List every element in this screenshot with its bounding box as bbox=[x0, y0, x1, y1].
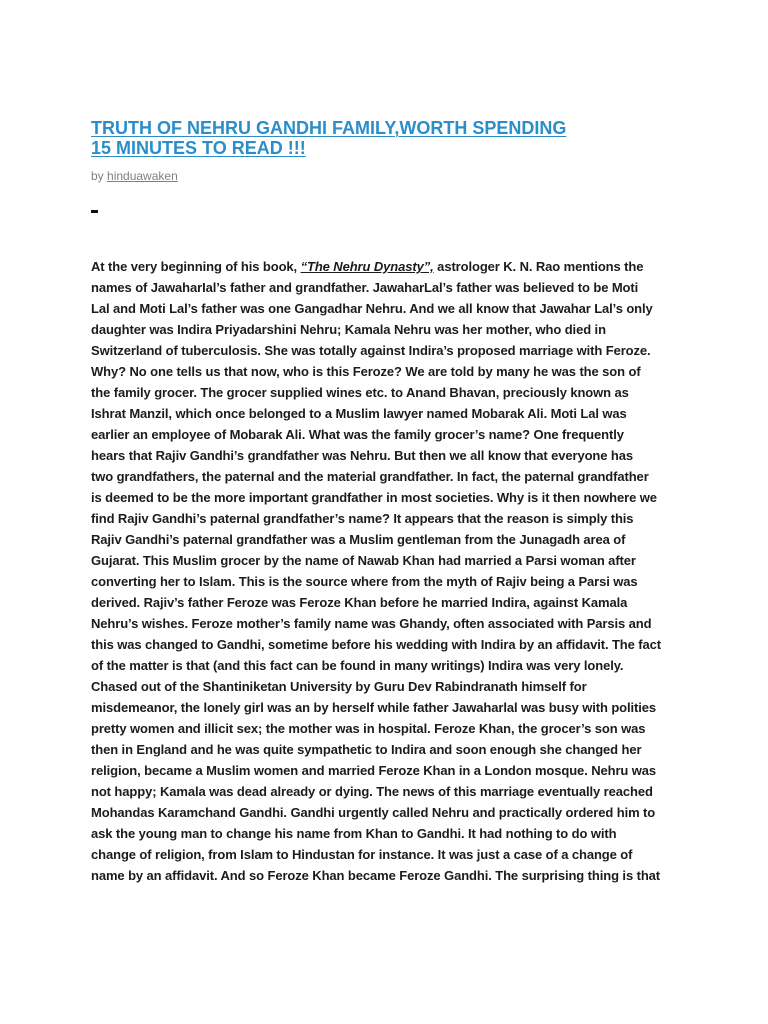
author-link[interactable]: hinduawaken bbox=[107, 169, 178, 183]
body-line: ask the young man to change his name from Khan to Gandhi. It had nothing to do with bbox=[91, 826, 617, 841]
body-line: this was changed to Gandhi, sometime before his wedding with Indira by an affidavit. The fact bbox=[91, 637, 662, 652]
body-line: earlier an employee of Mobarak Ali. What was the family grocer’s name? One frequently bbox=[91, 427, 624, 442]
body-line: the family grocer. The grocer supplied wines etc. to Anand Bhavan, preciously known as bbox=[91, 385, 629, 400]
article-title[interactable] bbox=[91, 118, 651, 158]
body-line: Rajiv Gandhi’s paternal grandfather was a Muslim gentleman from the Junagadh area of bbox=[91, 532, 626, 547]
body-line: Why? No one tells us that now, who is this Feroze? We are told by many he was the son of bbox=[91, 364, 641, 379]
body-line: Gujarat. This Muslim grocer by the name of Nawab Khan had married a Parsi woman after bbox=[91, 553, 636, 568]
body-line: not happy; Kamala was dead already or dying. The news of this marriage eventually reached bbox=[91, 784, 653, 799]
body-line: then in England and he was quite sympathetic to Indira and soon enough she changed her bbox=[91, 742, 642, 757]
intro-before: At the very beginning of his book, bbox=[91, 259, 301, 274]
body-line: name by an affidavit. And so Feroze Khan became Feroze Gandhi. The surprising thing is that bbox=[91, 868, 661, 883]
body-line: misdemeanor, the lonely girl was an by herself while father Jawaharlal was busy with polities bbox=[91, 700, 657, 715]
body-line: religion, became a Muslim women and married Feroze Khan in a London mosque. Nehru was bbox=[91, 763, 657, 778]
body-line: find Rajiv Gandhi’s paternal grandfather’s name? It appears that the reason is simply this bbox=[91, 511, 634, 526]
body-line: Lal and Moti Lal’s father was one Gangadhar Nehru. And we all know that Jawahar Lal’s only bbox=[91, 301, 653, 316]
body-line: is deemed to be the more important grandfather in most societies. Why is it then nowhere we bbox=[91, 490, 657, 505]
body-line: Chased out of the Shantiniketan University by Guru Dev Rabindranath himself for bbox=[91, 679, 587, 694]
body-line: of the matter is that (and this fact can be found in many writings) Indira was very lonely. bbox=[91, 658, 624, 673]
body-line: converting her to Islam. This is the source where from the myth of Rajiv being a Parsi was bbox=[91, 574, 638, 589]
byline bbox=[91, 169, 178, 183]
body-line: hears that Rajiv Gandhi’s grandfather was Nehru. But then we all know that everyone has bbox=[91, 448, 634, 463]
body-lines bbox=[91, 277, 691, 886]
article-title-line-2[interactable]: 15 MINUTES TO READ !!! bbox=[91, 138, 306, 158]
byline-prefix: by bbox=[91, 169, 108, 183]
body-line: Ishrat Manzil, which once belonged to a Muslim lawyer named Mobarak Ali. Moti Lal was bbox=[91, 406, 627, 421]
article-body bbox=[91, 256, 691, 886]
body-line: Switzerland of tuberculosis. She was totally against Indira’s proposed marriage with Feroze. bbox=[91, 343, 651, 358]
body-line: change of religion, from Islam to Hindustan for instance. It was just a case of a change of bbox=[91, 847, 633, 862]
separator-dash bbox=[91, 210, 98, 213]
body-line-intro bbox=[91, 256, 691, 277]
body-line: names of JawaharIal’s father and grandfather. JawaharLal’s father was believed to be Moti bbox=[91, 280, 639, 295]
body-line: derived. Rajiv’s father Feroze was Feroze Khan before he married Indira, against Kamala bbox=[91, 595, 628, 610]
body-line: pretty women and illicit sex; the mother was in hospital. Feroze Khan, the grocer’s son was bbox=[91, 721, 646, 736]
book-title: “The Nehru Dynasty”, bbox=[300, 259, 434, 274]
body-line: Nehru’s wishes. Feroze mother’s family name was Ghandy, often associated with Parsis and bbox=[91, 616, 652, 631]
article-title-line-1[interactable]: TRUTH OF NEHRU GANDHI FAMILY,WORTH SPENDING bbox=[91, 118, 567, 138]
body-line: two grandfathers, the paternal and the material grandfather. In fact, the paternal grandfather bbox=[91, 469, 649, 484]
intro-after: astrologer K. N. Rao mentions the bbox=[433, 259, 644, 274]
body-line: daughter was Indira Priyadarshini Nehru; Kamala Nehru was her mother, who died in bbox=[91, 322, 606, 337]
body-line: Mohandas Karamchand Gandhi. Gandhi urgently called Nehru and practically ordered him to bbox=[91, 805, 656, 820]
